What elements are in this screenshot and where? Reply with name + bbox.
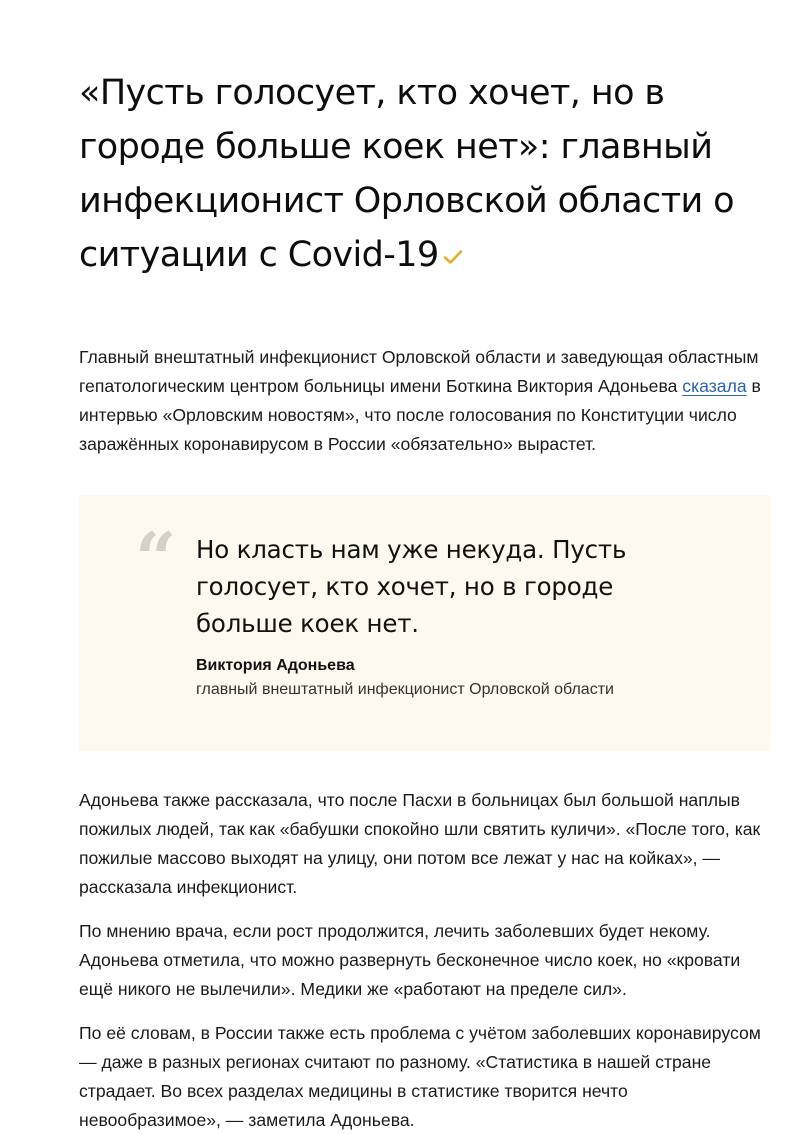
quote-author-role: главный внештатный инфекционист Орловской области [196, 681, 614, 698]
body-paragraph: По её словам, в России также есть проблема с учётом заболевших коронавирусом — даже в разных регионах считают по разному. «Статистика в нашей стране страдает. Во всех разделах медицины в статистике творится нечто невообразимое», — заметила Адоньева. [79, 1023, 761, 1130]
lead-paragraph [79, 343, 771, 459]
source-link[interactable]: сказала [682, 376, 747, 396]
lead-text-after-link: в интервью «Орловским новостям», что после голосования по Конституции число заражённых коронавирусом в России «обязательно» вырастет. [79, 376, 761, 454]
lead-paragraph-wrapper [79, 343, 771, 459]
quote-text: Но класть нам уже некуда. Пусть голосует, кто хочет, но в городе больше коек нет. [196, 535, 627, 638]
body-paragraph: По мнению врача, если рост продолжится, лечить заболевших будет некому. Адоньева отметила, что можно развернуть бесконечное число коек, но «кровати ещё никого не вылечили». Медики же «работают на пределе сил». [79, 921, 741, 999]
pull-quote [79, 495, 771, 751]
lead-text-before-link: Главный внештатный инфекционист Орловской области и заведующая областным гепатологическим центром больницы имени Боткина Виктория Адоньева [79, 347, 759, 396]
article [79, 66, 771, 1135]
quote-author: Виктория Адоньева [196, 657, 355, 674]
checkmark-icon [443, 227, 463, 281]
article-body [79, 786, 771, 1135]
article-title-text: «Пусть голосует, кто хочет, но в городе больше коек нет»: главный инфекционист Орловской области о ситуации с Covid-19 [79, 73, 734, 275]
body-paragraph: Адоньева также рассказала, что после Пасхи в больницах был большой наплыв пожилых людей, так как «бабушки спокойно шли святить куличи». «После того, как пожилые массово выходят на улицу, они потом все лежат у нас на койках», — рассказала инфекционист. [79, 790, 761, 897]
quote-mark-icon: “ [135, 516, 177, 601]
article-title [79, 66, 771, 283]
